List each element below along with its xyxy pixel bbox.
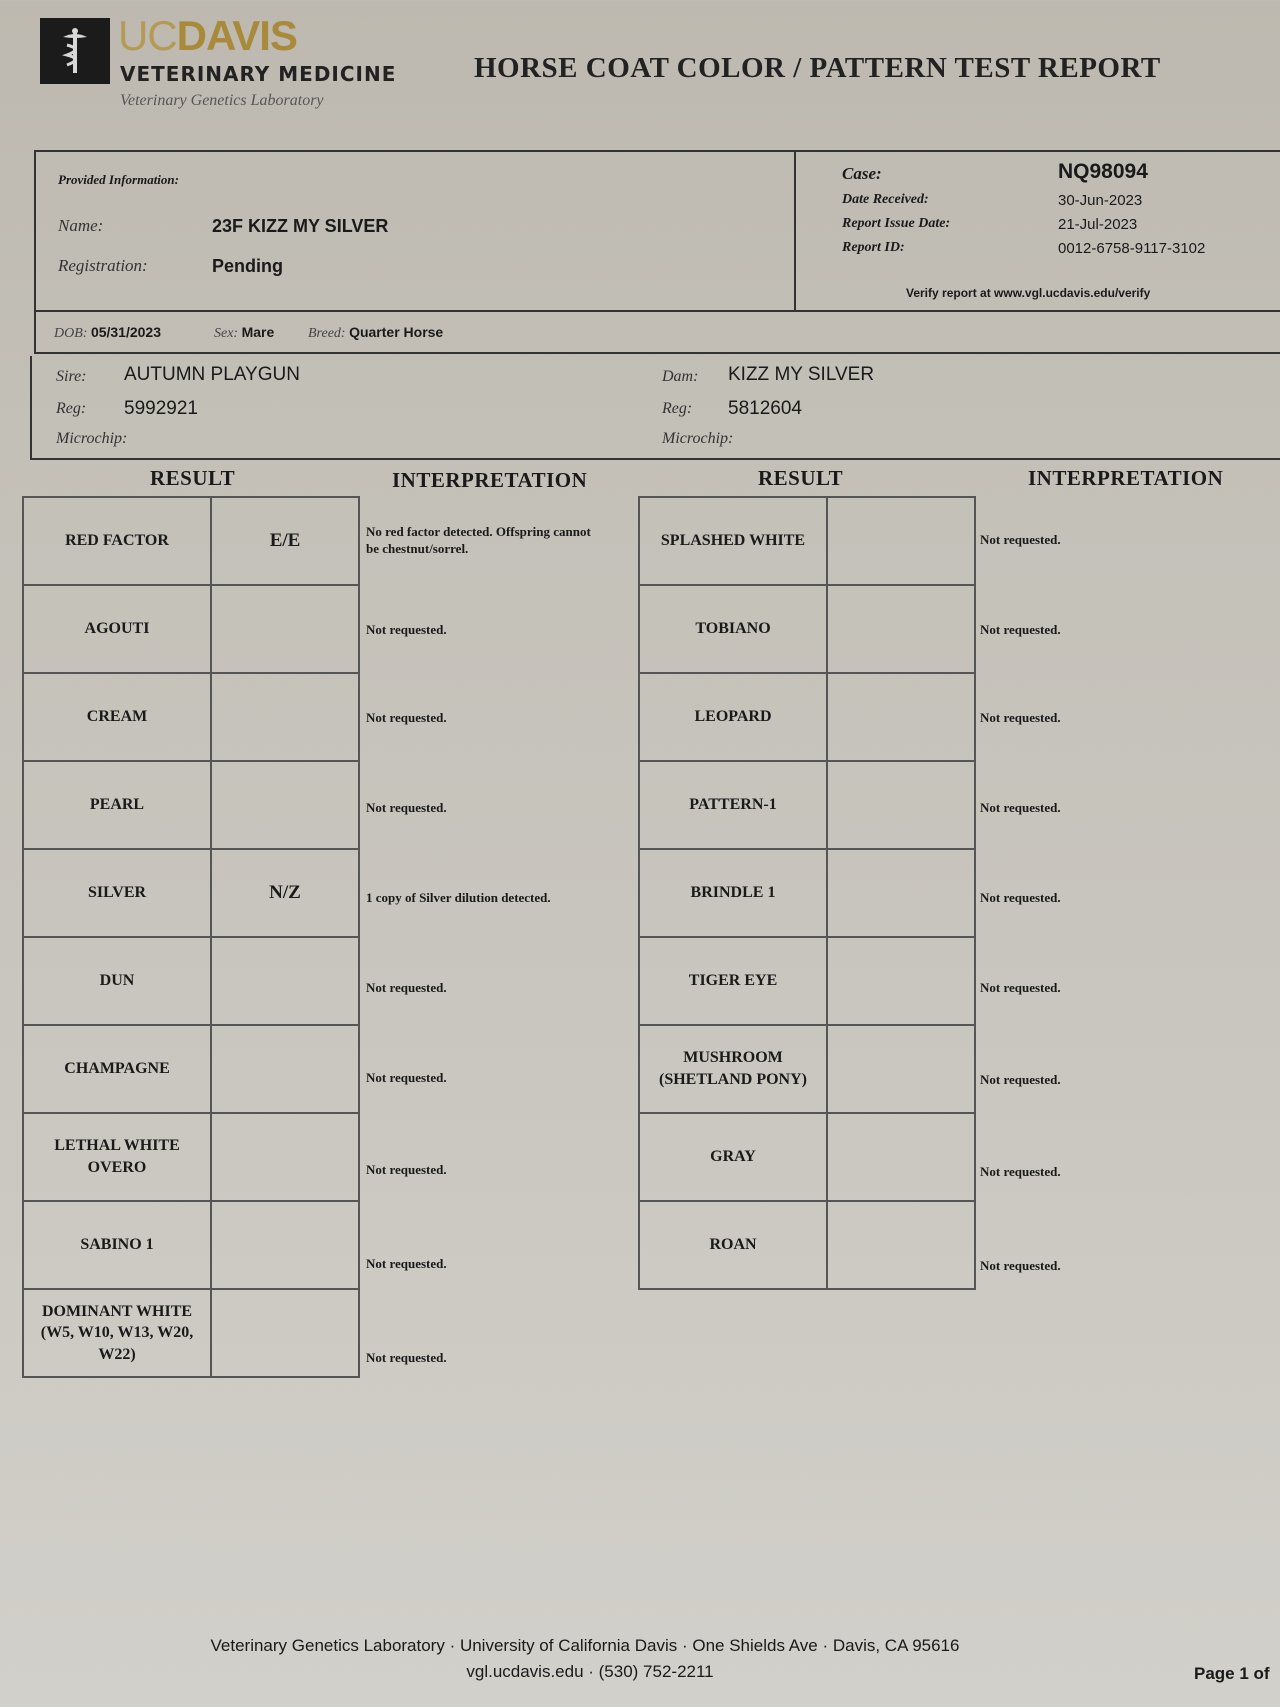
- table-row: [639, 673, 975, 761]
- verify-link[interactable]: Verify report at www.vgl.ucdavis.edu/verify: [906, 286, 1151, 300]
- issue-date: 21-Jul-2023: [1058, 216, 1138, 233]
- interpretation-text: Not requested.: [366, 1256, 447, 1271]
- gene-name: LETHAL WHITE OVERO: [23, 1113, 211, 1201]
- case-label: Case:: [842, 164, 882, 183]
- gene-result: [211, 1025, 359, 1113]
- gene-name: TIGER EYE: [639, 937, 827, 1025]
- gene-name: PEARL: [23, 761, 211, 849]
- gene-result: [827, 1113, 975, 1201]
- interpretation-text: Not requested.: [366, 980, 447, 995]
- table-row: [23, 1201, 359, 1289]
- table-row: [23, 1025, 359, 1113]
- date-received: 30-Jun-2023: [1058, 192, 1143, 209]
- gene-result: [827, 673, 975, 761]
- gene-result: [827, 497, 975, 585]
- info-box: [34, 150, 1280, 312]
- report-id-label: Report ID:: [842, 240, 905, 255]
- interpretation-text: Not requested.: [980, 710, 1061, 725]
- case-number: NQ98094: [1058, 160, 1148, 183]
- gene-name: TOBIANO: [639, 585, 827, 673]
- table-row: [639, 497, 975, 585]
- name-label: Name:: [58, 216, 104, 235]
- interpretation-text: No red factor detected. Offspring cannot be chestnut/sorrel.: [366, 524, 591, 556]
- sire-reg-label: Reg:: [56, 400, 87, 417]
- gene-result: [211, 1289, 359, 1377]
- sire-name: AUTUMN PLAYGUN: [124, 364, 300, 385]
- interpretation-text: Not requested.: [366, 1070, 447, 1085]
- gene-name: BRINDLE 1: [639, 849, 827, 937]
- right-results-table: [638, 496, 976, 1290]
- gene-name: ROAN: [639, 1201, 827, 1289]
- table-row: [23, 937, 359, 1025]
- interpretation-text: Not requested.: [366, 1162, 447, 1177]
- table-row: [639, 1025, 975, 1113]
- gene-name: DOMINANT WHITE (W5, W10, W13, W20, W22): [23, 1289, 211, 1377]
- table-row: [23, 497, 359, 585]
- provided-heading: Provided Information:: [58, 172, 179, 187]
- sex: Sex: Mare: [214, 324, 275, 341]
- interpretation-text: 1 copy of Silver dilution detected.: [366, 890, 551, 905]
- gene-result: N/Z: [211, 849, 359, 937]
- gene-result: [827, 585, 975, 673]
- interpretation-text: Not requested.: [980, 980, 1061, 995]
- gene-result: [211, 585, 359, 673]
- gene-name: SABINO 1: [23, 1201, 211, 1289]
- table-row: [23, 585, 359, 673]
- gene-name: SPLASHED WHITE: [639, 497, 827, 585]
- school-name: VETERINARY MEDICINE: [120, 62, 397, 86]
- gene-result: [827, 849, 975, 937]
- interpretation-text: Not requested.: [980, 532, 1061, 547]
- interpretation-text: Not requested.: [366, 800, 447, 815]
- table-row: [639, 849, 975, 937]
- interpretation-heading-right: INTERPRETATION: [1028, 466, 1224, 490]
- interpretation-text: Not requested.: [366, 622, 447, 637]
- gene-name: LEOPARD: [639, 673, 827, 761]
- gene-result: [827, 937, 975, 1025]
- dam-reg: 5812604: [728, 398, 802, 419]
- gene-name: CREAM: [23, 673, 211, 761]
- left-results-table: [22, 496, 360, 1378]
- dam-reg-label: Reg:: [662, 400, 693, 417]
- dob: DOB: 05/31/2023: [54, 324, 162, 341]
- gene-result: [211, 937, 359, 1025]
- table-row: [639, 761, 975, 849]
- gene-result: [211, 1201, 359, 1289]
- gene-result: [827, 1201, 975, 1289]
- lab-name: Veterinary Genetics Laboratory: [120, 92, 324, 109]
- registration-value: Pending: [212, 256, 283, 276]
- date-received-label: Date Received:: [842, 192, 929, 207]
- interpretation-text: Not requested.: [980, 1258, 1061, 1273]
- table-row: [639, 1113, 975, 1201]
- gene-name: RED FACTOR: [23, 497, 211, 585]
- dam-name: KIZZ MY SILVER: [728, 364, 875, 385]
- gene-result: E/E: [211, 497, 359, 585]
- gene-name: PATTERN-1: [639, 761, 827, 849]
- gene-result: [827, 1025, 975, 1113]
- result-heading-right: RESULT: [758, 466, 844, 490]
- sire-reg: 5992921: [124, 398, 198, 419]
- gene-name: MUSHROOM (SHETLAND PONY): [639, 1025, 827, 1113]
- interpretation-text: Not requested.: [980, 622, 1061, 637]
- registration-label: Registration:: [58, 256, 148, 275]
- interpretation-text: Not requested.: [980, 890, 1061, 905]
- footer-address: Veterinary Genetics Laboratory · University of California Davis · One Shields Ave · Davis, CA 95616: [210, 1636, 960, 1655]
- breed: Breed: Quarter Horse: [308, 324, 444, 341]
- footer-contact: vgl.ucdavis.edu · (530) 752-2211: [466, 1662, 714, 1681]
- report-title: HORSE COAT COLOR / PATTERN TEST REPORT: [474, 52, 1161, 84]
- gene-name: AGOUTI: [23, 585, 211, 673]
- ucdavis-vetmed-logo: [40, 18, 110, 84]
- gene-result: [211, 673, 359, 761]
- table-row: [639, 1201, 975, 1289]
- ucdavis-wordmark: UCDAVIS: [118, 12, 297, 59]
- sire-label: Sire:: [56, 368, 87, 385]
- issue-date-label: Report Issue Date:: [842, 216, 951, 231]
- gene-result: [827, 761, 975, 849]
- interpretation-text: Not requested.: [366, 710, 447, 725]
- interpretation-text: Not requested.: [980, 1164, 1061, 1179]
- gene-name: CHAMPAGNE: [23, 1025, 211, 1113]
- case-information: [798, 152, 1280, 312]
- result-heading-left: RESULT: [150, 466, 236, 490]
- caduceus-icon: [49, 25, 101, 77]
- page-number: Page 1 of: [1194, 1664, 1270, 1683]
- report-id: 0012-6758-9117-3102: [1058, 240, 1206, 257]
- gene-name: DUN: [23, 937, 211, 1025]
- table-row: [23, 1289, 359, 1377]
- table-row: [639, 585, 975, 673]
- table-row: [23, 849, 359, 937]
- gene-result: [211, 761, 359, 849]
- interpretation-text: Not requested.: [366, 1350, 447, 1365]
- provided-information: [36, 152, 796, 312]
- interpretation-heading-left: INTERPRETATION: [392, 468, 588, 492]
- animal-details-row: [34, 312, 1280, 354]
- sire-microchip-label: Microchip:: [56, 430, 128, 447]
- table-row: [23, 761, 359, 849]
- table-row: [23, 1113, 359, 1201]
- interpretation-text: Not requested.: [980, 800, 1061, 815]
- horse-name: 23F KIZZ MY SILVER: [212, 216, 389, 236]
- dam-label: Dam:: [662, 368, 699, 385]
- table-row: [639, 937, 975, 1025]
- interpretation-text: Not requested.: [980, 1072, 1061, 1087]
- parentage: [30, 356, 1280, 460]
- gene-result: [211, 1113, 359, 1201]
- dam-microchip-label: Microchip:: [662, 430, 734, 447]
- table-row: [23, 673, 359, 761]
- gene-name: SILVER: [23, 849, 211, 937]
- gene-name: GRAY: [639, 1113, 827, 1201]
